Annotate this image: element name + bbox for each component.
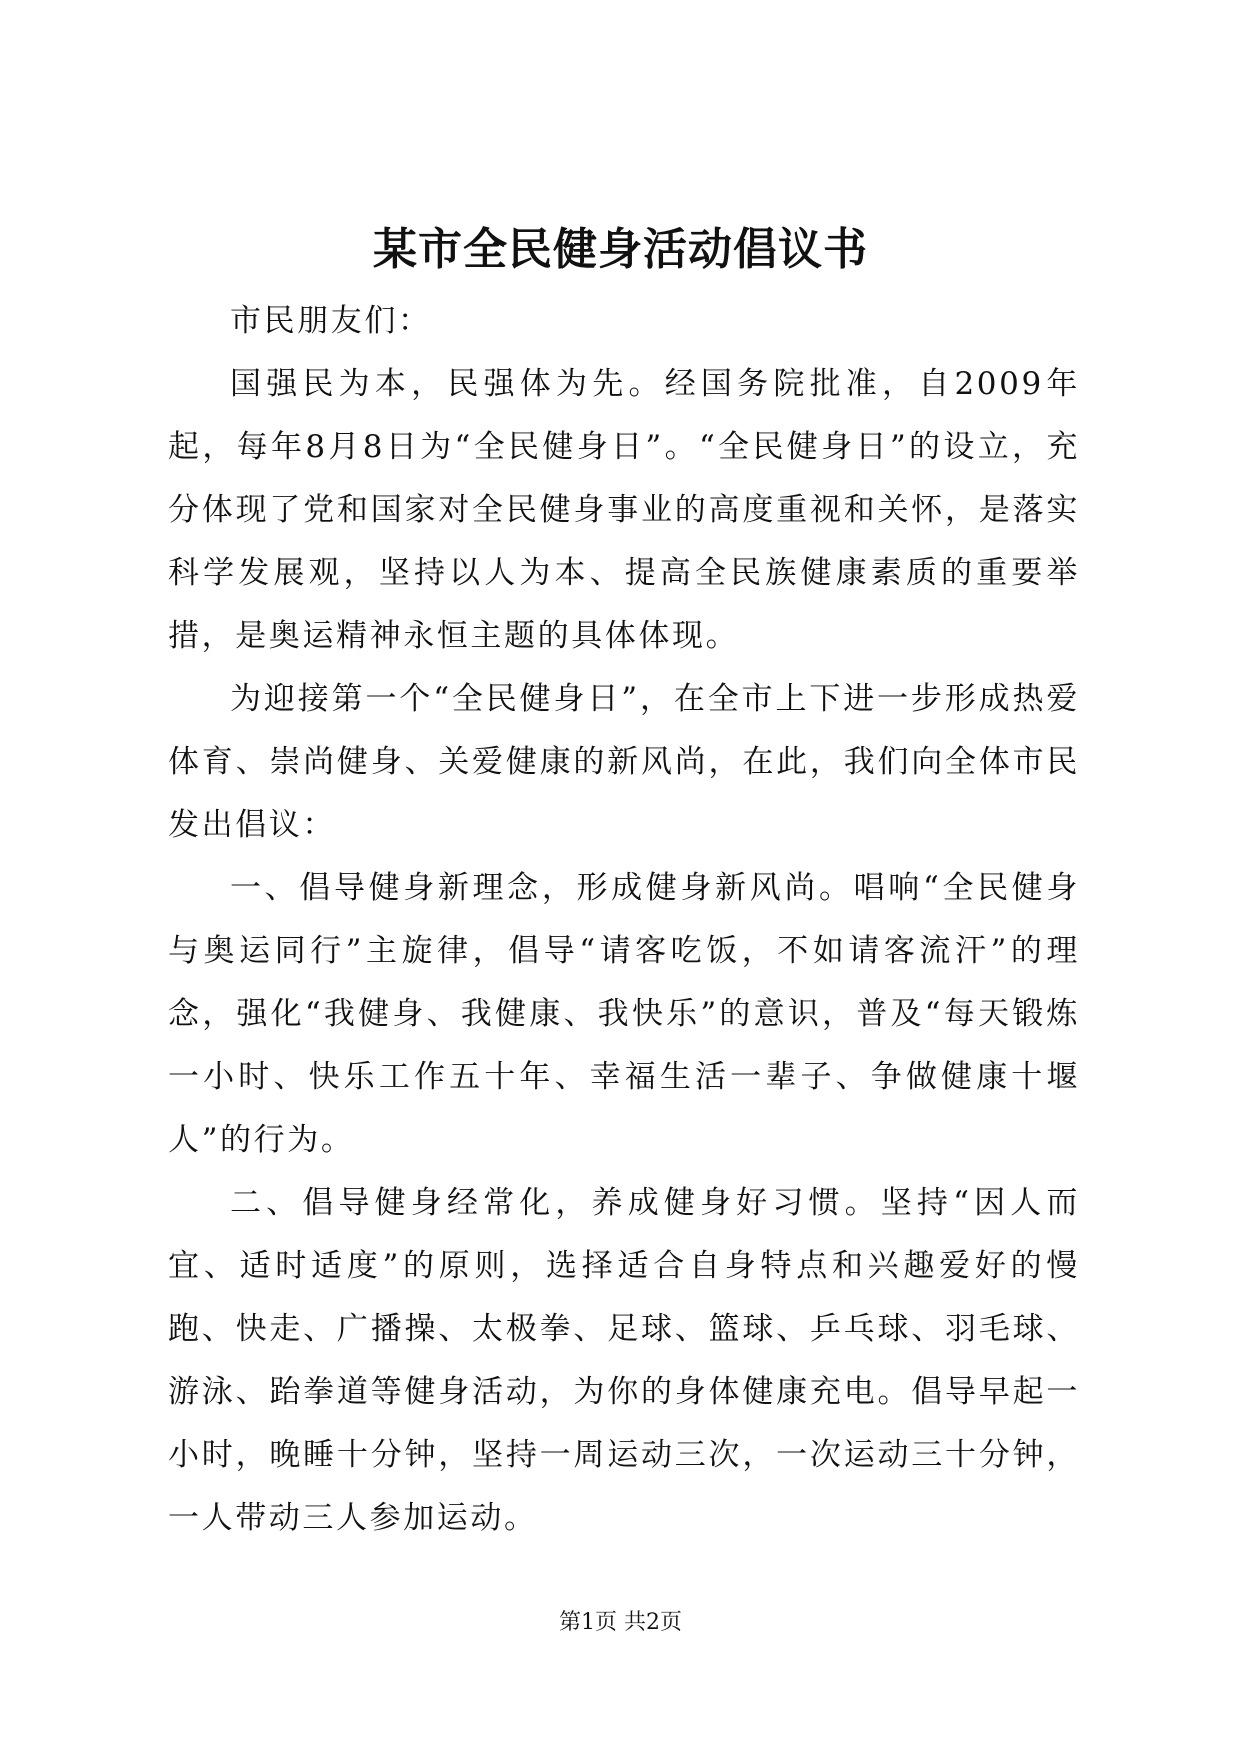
- paragraph-intro: 国强民为本，民强体为先。经国务院批准，自2009年起，每年8月8日为“全民健身日”。“全民健身日”的设立，充分体现了党和国家对全民健身事业的高度重视和关怀，是落实科学发展观，坚持以人为本、提高全民族健康素质的重要举措，是奥运精神永恒主题的具体体现。: [168, 366, 1080, 654]
- paragraph-item-1: 一、倡导健身新理念，形成健身新风尚。唱响“全民健身与奥运同行”主旋律，倡导“请客吃饭，不如请客流汗”的理念，强化“我健身、我健康、我快乐”的意识，普及“每天锻炼一小时、快乐工作五十年、幸福生活一辈子、争做健康十堰人”的行为。: [168, 870, 1080, 1158]
- document-title: 某市全民健身活动倡议书: [373, 224, 868, 275]
- salutation: 市民朋友们：: [230, 303, 432, 339]
- document-body: [168, 290, 1080, 1550]
- page-footer: 第1页 共2页: [559, 1610, 682, 1635]
- paragraph-call: 为迎接第一个“全民健身日”，在全市上下进一步形成热爱体育、崇尚健身、关爱健康的新风尚，在此，我们向全体市民发出倡议：: [168, 681, 1080, 843]
- paragraph-item-2: 二、倡导健身经常化，养成健身好习惯。坚持“因人而宜、适时适度”的原则，选择适合自身特点和兴趣爱好的慢跑、快走、广播操、太极拳、足球、篮球、乒乓球、羽毛球、游泳、跆拳道等健身活动，为你的身体健康充电。倡导早起一小时，晚睡十分钟，坚持一周运动三次，一次运动三十分钟，一人带动三人参加运动。: [168, 1185, 1080, 1536]
